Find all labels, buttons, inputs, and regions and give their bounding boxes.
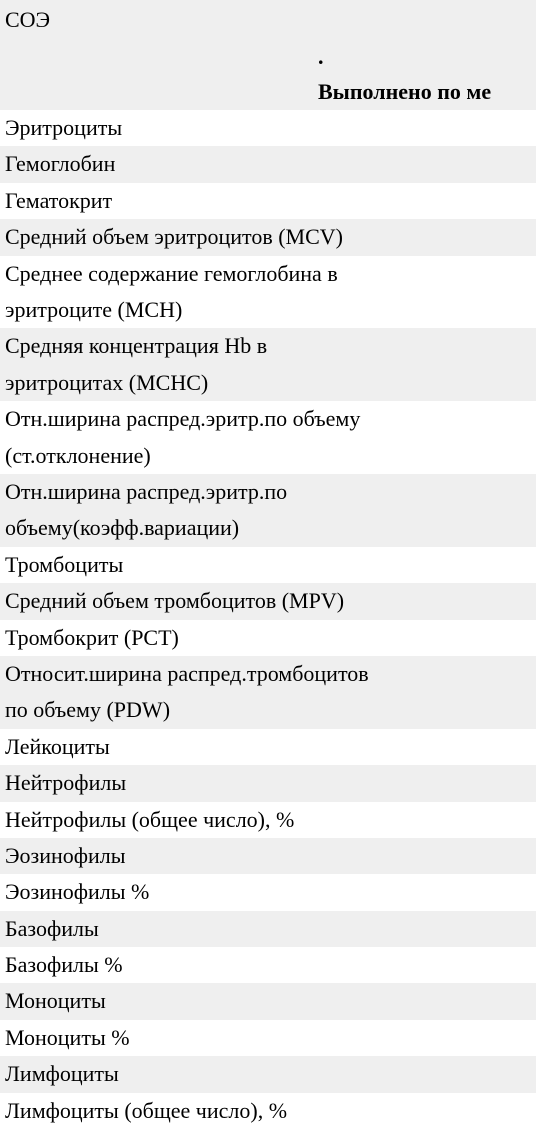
test-name-line: Тромбоциты: [5, 551, 124, 577]
esr-row-title: СОЭ: [0, 0, 536, 40]
test-name-line: Гематокрит: [5, 187, 113, 213]
test-name-line: (ст.отклонение): [5, 442, 151, 468]
test-row: [0, 874, 536, 910]
test-name-line: эритроците (MCH): [5, 296, 183, 322]
test-row: [0, 729, 536, 765]
test-row: [0, 547, 536, 583]
test-name-line: Средняя концентрация Hb в: [5, 333, 268, 359]
test-name-line: по объему (PDW): [5, 697, 171, 723]
test-row: [0, 838, 536, 874]
test-row: [0, 474, 536, 547]
test-name-line: Лимфоциты: [5, 1061, 119, 1087]
test-row: [0, 328, 536, 401]
test-row: [0, 656, 536, 729]
test-row: [0, 401, 536, 474]
test-row: [0, 1093, 536, 1129]
test-row: [0, 765, 536, 801]
test-name-line: Эозинофилы %: [5, 879, 150, 905]
test-name-line: Отн.ширина распред.эритр.по объему: [5, 406, 361, 432]
test-name-line: Моноциты: [5, 988, 106, 1014]
test-row: [0, 947, 536, 983]
test-row: [0, 110, 536, 146]
method-column-header: Выполнено по ме: [318, 79, 492, 104]
header-dot: .: [318, 44, 324, 69]
test-row: [0, 183, 536, 219]
test-name-line: Лейкоциты: [5, 733, 110, 759]
method-header: [0, 40, 536, 110]
test-name-line: эритроцитах (MCHC): [5, 369, 209, 395]
test-name-line: Моноциты %: [5, 1024, 130, 1050]
test-name-line: Среднее содержание гемоглобина в: [5, 260, 338, 286]
test-name-line: Нейтрофилы: [5, 770, 127, 796]
test-name-line: Относит.ширина распред.тромбоцитов: [5, 660, 369, 686]
test-name-line: Лимфоциты (общее число), %: [5, 1097, 288, 1123]
test-row: [0, 583, 536, 619]
test-name-line: объему(коэфф.вариации): [5, 515, 240, 541]
test-name-line: Отн.ширина распред.эритр.по: [5, 478, 288, 504]
test-name-line: Базофилы: [5, 915, 99, 941]
test-row: [0, 1056, 536, 1092]
test-row: [0, 802, 536, 838]
test-name-line: Эритроциты: [5, 115, 123, 140]
test-name-line: Средний объем эритроцитов (MCV): [5, 224, 344, 250]
test-row: [0, 1020, 536, 1056]
test-row: [0, 219, 536, 255]
test-row: [0, 620, 536, 656]
test-name-line: Тромбокрит (PCT): [5, 624, 179, 650]
test-name-line: Эозинофилы: [5, 842, 126, 868]
test-name-line: Базофилы %: [5, 952, 123, 978]
test-row: [0, 256, 536, 329]
test-name-line: Средний объем тромбоцитов (MPV): [5, 588, 345, 614]
test-name-line: Нейтрофилы (общее число), %: [5, 806, 295, 832]
test-list: [0, 110, 536, 1129]
test-row: [0, 146, 536, 182]
test-row: [0, 983, 536, 1019]
test-name-line: Гемоглобин: [5, 151, 116, 177]
test-row: [0, 911, 536, 947]
